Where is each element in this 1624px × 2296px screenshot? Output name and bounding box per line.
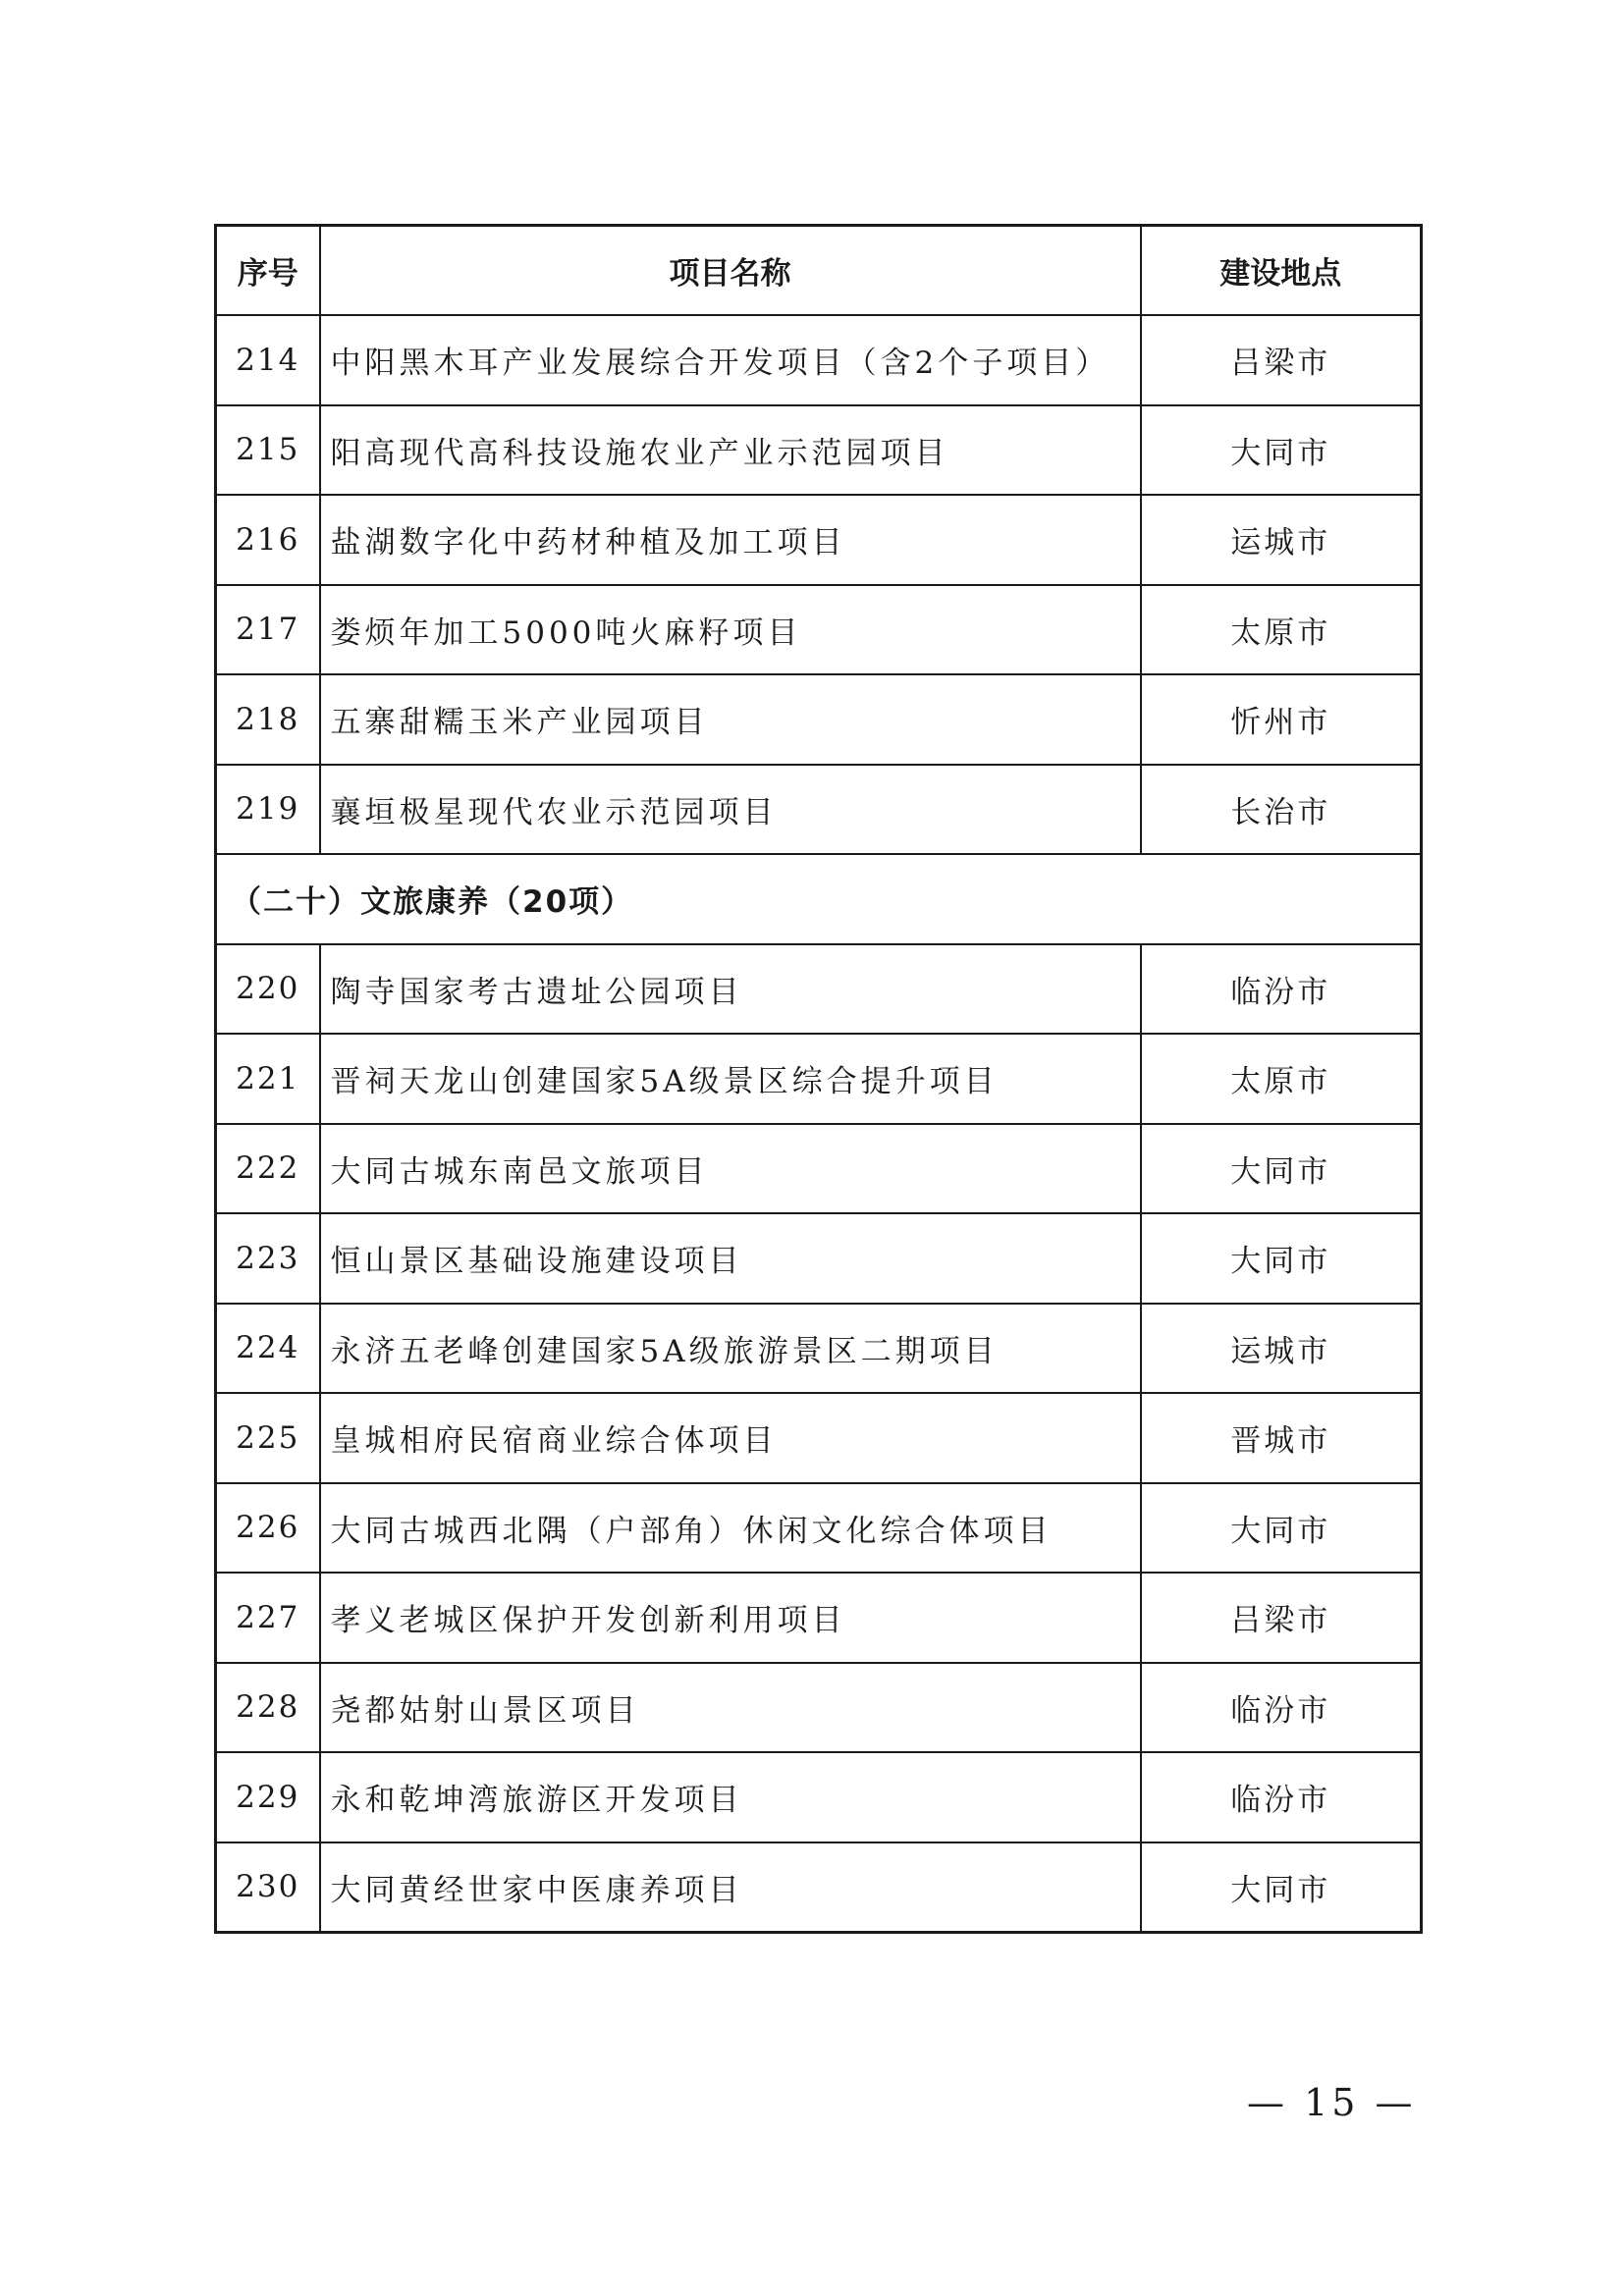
cell-project-name: 恒山景区基础设施建设项目 <box>320 1213 1141 1304</box>
cell-serial-number: 214 <box>216 315 320 405</box>
table-row <box>216 315 1422 405</box>
cell-serial-number: 228 <box>216 1663 320 1753</box>
cell-location: 吕梁市 <box>1141 315 1422 405</box>
cell-serial-number: 219 <box>216 765 320 855</box>
table-row <box>216 495 1422 585</box>
page-number: — 15 — <box>1247 2081 1417 2124</box>
cell-location: 运城市 <box>1141 495 1422 585</box>
cell-location: 吕梁市 <box>1141 1573 1422 1663</box>
cell-location: 临汾市 <box>1141 1663 1422 1753</box>
table-row <box>216 1213 1422 1304</box>
cell-project-name: 晋祠天龙山创建国家5A级景区综合提升项目 <box>320 1034 1141 1124</box>
cell-project-name: 娄烦年加工5000吨火麻籽项目 <box>320 585 1141 675</box>
cell-project-name: 中阳黑木耳产业发展综合开发项目（含2个子项目） <box>320 315 1141 405</box>
table-row <box>216 765 1422 855</box>
cell-location: 长治市 <box>1141 765 1422 855</box>
table-row <box>216 585 1422 675</box>
cell-serial-number: 216 <box>216 495 320 585</box>
cell-project-name: 襄垣极星现代农业示范园项目 <box>320 765 1141 855</box>
table-row <box>216 1752 1422 1842</box>
cell-serial-number: 223 <box>216 1213 320 1304</box>
table-row <box>216 1304 1422 1394</box>
cell-project-name: 盐湖数字化中药材种植及加工项目 <box>320 495 1141 585</box>
cell-serial-number: 222 <box>216 1124 320 1214</box>
cell-serial-number: 217 <box>216 585 320 675</box>
table-row <box>216 1483 1422 1574</box>
cell-serial-number: 225 <box>216 1393 320 1483</box>
table-row <box>216 1393 1422 1483</box>
cell-serial-number: 229 <box>216 1752 320 1842</box>
cell-location: 太原市 <box>1141 1034 1422 1124</box>
cell-serial-number: 215 <box>216 405 320 496</box>
table-row <box>216 944 1422 1035</box>
cell-location: 忻州市 <box>1141 674 1422 765</box>
table-row <box>216 1663 1422 1753</box>
cell-location: 大同市 <box>1141 1124 1422 1214</box>
table-header-row <box>216 226 1422 316</box>
table-row <box>216 1842 1422 1933</box>
cell-serial-number: 220 <box>216 944 320 1035</box>
header-location: 建设地点 <box>1141 226 1422 316</box>
table-row <box>216 1034 1422 1124</box>
cell-location: 大同市 <box>1141 1483 1422 1574</box>
cell-project-name: 大同古城东南邑文旅项目 <box>320 1124 1141 1214</box>
header-serial-number: 序号 <box>216 226 320 316</box>
section-row <box>216 854 1422 944</box>
cell-location: 临汾市 <box>1141 1752 1422 1842</box>
cell-project-name: 五寨甜糯玉米产业园项目 <box>320 674 1141 765</box>
header-project-name: 项目名称 <box>320 226 1141 316</box>
cell-serial-number: 224 <box>216 1304 320 1394</box>
cell-serial-number: 230 <box>216 1842 320 1933</box>
cell-project-name: 陶寺国家考古遗址公园项目 <box>320 944 1141 1035</box>
cell-location: 晋城市 <box>1141 1393 1422 1483</box>
cell-project-name: 阳高现代高科技设施农业产业示范园项目 <box>320 405 1141 496</box>
section-title: （二十）文旅康养（20项） <box>216 854 1422 944</box>
table-row <box>216 1573 1422 1663</box>
project-table <box>214 224 1423 1934</box>
cell-location: 大同市 <box>1141 1213 1422 1304</box>
cell-serial-number: 221 <box>216 1034 320 1124</box>
table-row <box>216 1124 1422 1214</box>
cell-project-name: 大同古城西北隅（户部角）休闲文化综合体项目 <box>320 1483 1141 1574</box>
cell-project-name: 孝义老城区保护开发创新利用项目 <box>320 1573 1141 1663</box>
cell-serial-number: 227 <box>216 1573 320 1663</box>
cell-project-name: 皇城相府民宿商业综合体项目 <box>320 1393 1141 1483</box>
cell-serial-number: 226 <box>216 1483 320 1574</box>
cell-serial-number: 218 <box>216 674 320 765</box>
cell-location: 临汾市 <box>1141 944 1422 1035</box>
cell-project-name: 尧都姑射山景区项目 <box>320 1663 1141 1753</box>
cell-location: 大同市 <box>1141 1842 1422 1933</box>
cell-project-name: 永和乾坤湾旅游区开发项目 <box>320 1752 1141 1842</box>
cell-location: 大同市 <box>1141 405 1422 496</box>
table-row <box>216 674 1422 765</box>
table-row <box>216 405 1422 496</box>
cell-project-name: 大同黄经世家中医康养项目 <box>320 1842 1141 1933</box>
cell-project-name: 永济五老峰创建国家5A级旅游景区二期项目 <box>320 1304 1141 1394</box>
cell-location: 太原市 <box>1141 585 1422 675</box>
cell-location: 运城市 <box>1141 1304 1422 1394</box>
